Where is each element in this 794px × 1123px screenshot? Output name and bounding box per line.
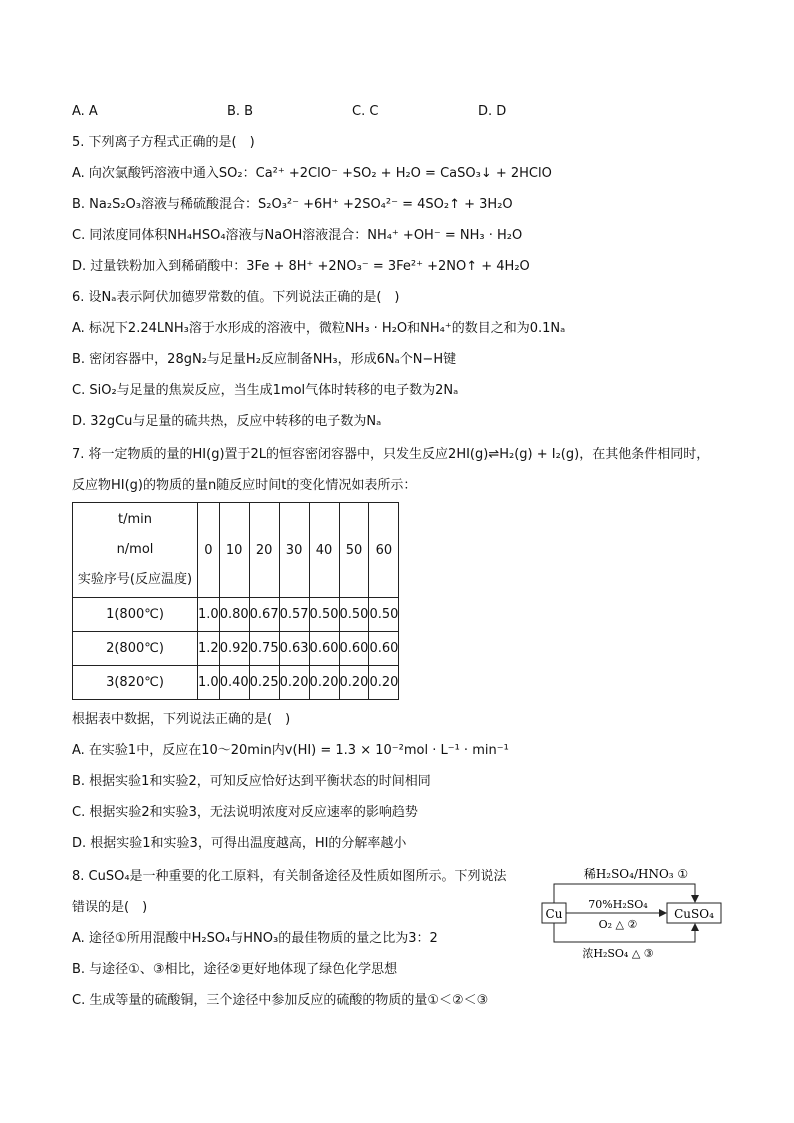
- q6-option-d[interactable]: D. 32gCu与足量的硫共热，反应中转移的电子数为Nₐ: [72, 414, 382, 429]
- q7-stem-line1: 7. 将一定物质的量的HI(g)置于2L的恒容密闭容器中，只发生反应2HI(g)⇌H₂(g) + I₂(g)，在其他条件相同时，: [72, 447, 710, 462]
- time-header: 40: [309, 503, 339, 598]
- time-header: 20: [249, 503, 279, 598]
- table-row: [73, 598, 399, 632]
- route3-label: 浓H₂SO₄ △ ③: [582, 947, 654, 960]
- header-amount: n/mol: [116, 542, 154, 557]
- q5-option-d[interactable]: D. 过量铁粉加入到稀硝酸中：3Fe + 8H⁺ +2NO₃⁻ = 3Fe²⁺ +2NO↑ + 4H₂O: [72, 259, 530, 274]
- table-cell: 1.0: [198, 666, 220, 700]
- q6-stem: 6. 设Nₐ表示阿伏加德罗常数的值。下列说法正确的是( ): [72, 290, 400, 305]
- reaction-data-table: [72, 502, 399, 700]
- q8-stem-line2: 错误的是( ): [72, 900, 148, 915]
- table-cell: 0.20: [339, 666, 369, 700]
- route1-label: 稀H₂SO₄/HNO₃ ①: [583, 867, 689, 881]
- q4-option-d[interactable]: D. D: [478, 104, 507, 119]
- q6-option-a[interactable]: A. 标况下2.24LNH₃溶于水形成的溶液中，微粒NH₃ · H₂O和NH₄⁺的数目之和为0.1Nₐ: [72, 321, 566, 336]
- table-cell: 0.25: [249, 666, 279, 700]
- time-header: 50: [339, 503, 369, 598]
- row-label: 3(820℃): [73, 666, 198, 700]
- time-header: 60: [369, 503, 399, 598]
- q4-option-c[interactable]: C. C: [352, 104, 379, 119]
- header-time: t/min: [118, 512, 152, 527]
- table-row: [73, 632, 399, 666]
- time-header: 0: [198, 503, 220, 598]
- table-cell: 0.50: [339, 598, 369, 632]
- time-header: 10: [219, 503, 249, 598]
- time-header: 30: [279, 503, 309, 598]
- q6-option-c[interactable]: C. SiO₂与足量的焦炭反应，当生成1mol气体时转移的电子数为2Nₐ: [72, 383, 459, 398]
- q8-option-c[interactable]: C. 生成等量的硫酸铜，三个途径中参加反应的硫酸的物质的量①＜②＜③: [72, 993, 489, 1008]
- table-cell: 0.67: [249, 598, 279, 632]
- table-cell: 0.57: [279, 598, 309, 632]
- row-label: 1(800℃): [73, 598, 198, 632]
- q6-option-b[interactable]: B. 密闭容器中，28gN₂与足量H₂反应制备NH₃，形成6Nₐ个N−H键: [72, 352, 457, 367]
- q7-prompt: 根据表中数据，下列说法正确的是( ): [72, 712, 291, 727]
- table-corner-header: [73, 503, 198, 598]
- table-cell: 0.60: [309, 632, 339, 666]
- route2-bottom-label: O₂ △ ②: [598, 918, 638, 931]
- table-cell: 0.50: [309, 598, 339, 632]
- q5-stem: 5. 下列离子方程式正确的是( ): [72, 135, 255, 150]
- q4-option-a[interactable]: A. A: [72, 104, 98, 119]
- q5-option-a[interactable]: A. 向次氯酸钙溶液中通入SO₂：Ca²⁺ +2ClO⁻ +SO₂ + H₂O = CaSO₃↓ + 2HClO: [72, 166, 552, 181]
- table-cell: 0.60: [369, 632, 399, 666]
- table-cell: 0.80: [219, 598, 249, 632]
- q4-options: [72, 103, 506, 121]
- row-label: 2(800℃): [73, 632, 198, 666]
- q5-option-b[interactable]: B. Na₂S₂O₃溶液与稀硫酸混合：S₂O₃²⁻ +6H⁺ +2SO₄²⁻ = 4SO₂↑ + 3H₂O: [72, 197, 513, 212]
- q5-option-c[interactable]: C. 同浓度同体积NH₄HSO₄溶液与NaOH溶液混合：NH₄⁺ +OH⁻ = NH₃ · H₂O: [72, 228, 523, 243]
- table-cell: 0.75: [249, 632, 279, 666]
- q8-stem-line1: 8. CuSO₄是一种重要的化工原料，有关制备途径及性质如图所示。下列说法: [72, 869, 507, 884]
- table-cell: 1.2: [198, 632, 220, 666]
- table-cell: 0.50: [369, 598, 399, 632]
- table-cell: 0.20: [309, 666, 339, 700]
- cu-label: Cu: [545, 907, 563, 921]
- q7-option-d[interactable]: D. 根据实验1和实验3，可得出温度越高，HI的分解率越小: [72, 836, 407, 851]
- q7-option-b[interactable]: B. 根据实验1和实验2，可知反应恰好达到平衡状态的时间相同: [72, 774, 431, 789]
- table-cell: 1.0: [198, 598, 220, 632]
- q8-option-a[interactable]: A. 途径①所用混酸中H₂SO₄与HNO₃的最佳物质的量之比为3：2: [72, 931, 438, 946]
- table-cell: 0.20: [369, 666, 399, 700]
- table-cell: 0.92: [219, 632, 249, 666]
- route2-top-label: 70%H₂SO₄: [588, 898, 648, 911]
- table-cell: 0.20: [279, 666, 309, 700]
- table-cell: 0.63: [279, 632, 309, 666]
- q8-option-b[interactable]: B. 与途径①、③相比，途径②更好地体现了绿色化学思想: [72, 962, 398, 977]
- table-cell: 0.40: [219, 666, 249, 700]
- header-experiment: 实验序号(反应温度): [77, 572, 193, 587]
- cuso4-route-diagram: [540, 864, 730, 964]
- table-row: [73, 666, 399, 700]
- q4-option-b[interactable]: B. B: [227, 104, 254, 119]
- table-cell: 0.60: [339, 632, 369, 666]
- q7-option-a[interactable]: A. 在实验1中，反应在10～20min内v(HI) = 1.3 × 10⁻²mol · L⁻¹ · min⁻¹: [72, 743, 509, 758]
- table-header-row: [73, 503, 399, 598]
- q7-option-c[interactable]: C. 根据实验2和实验3，无法说明浓度对反应速率的影响趋势: [72, 805, 418, 820]
- cuso4-label: CuSO₄: [674, 907, 714, 921]
- q7-stem-line2: 反应物HI(g)的物质的量n随反应时间t的变化情况如表所示：: [72, 478, 417, 493]
